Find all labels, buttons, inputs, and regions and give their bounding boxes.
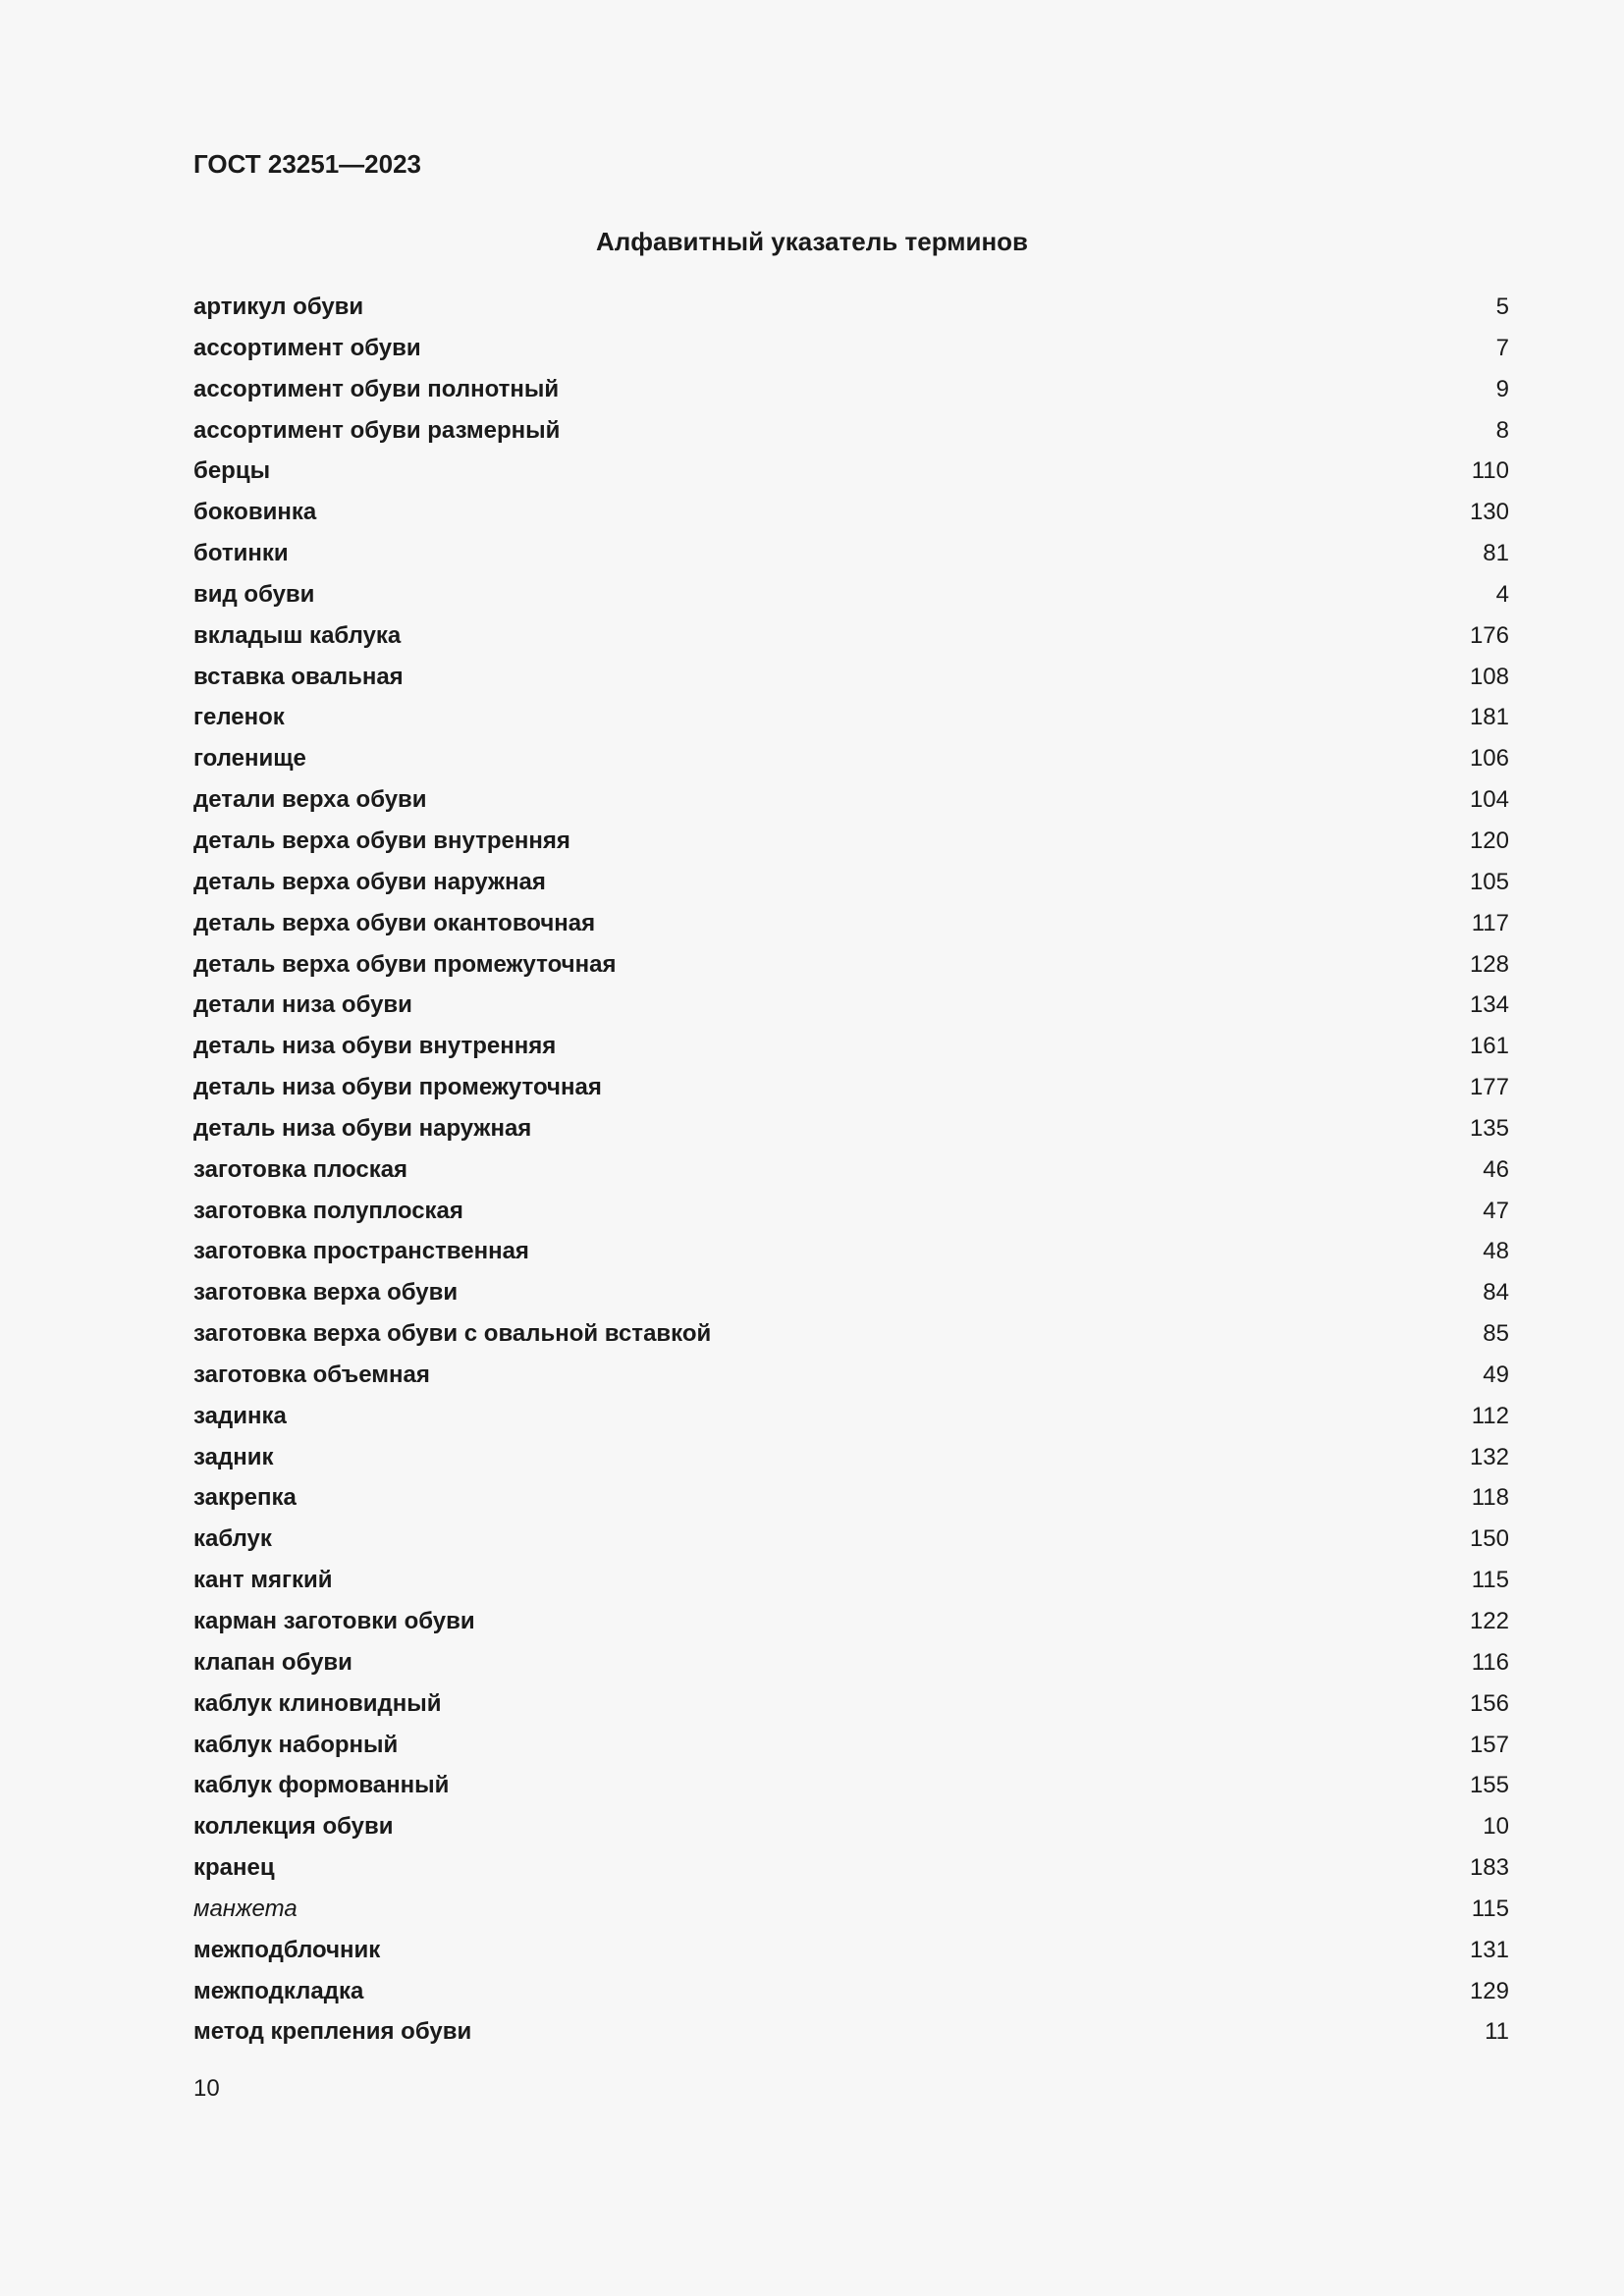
- index-term: межподблочник: [193, 1936, 381, 1963]
- index-page-ref: 5: [1495, 294, 1509, 320]
- index-term: метод крепления обуви: [193, 2018, 472, 2046]
- index-entry: [193, 619, 1509, 661]
- index-entry: [193, 1729, 1509, 1770]
- index-term: деталь верха обуви окантовочная: [193, 909, 596, 936]
- index-entry: [193, 1400, 1509, 1441]
- index-page-ref: 129: [1469, 1977, 1509, 2004]
- index-page-ref: 131: [1469, 1936, 1509, 1963]
- index-term: ассортимент обуви размерный: [193, 416, 561, 444]
- index-entry: [193, 578, 1509, 619]
- index-page-ref: 134: [1469, 991, 1509, 1019]
- index-page-ref: 177: [1469, 1074, 1509, 1101]
- index-entry: [193, 454, 1509, 496]
- index-term: детали низа обуви: [193, 991, 412, 1019]
- page-number: 10: [193, 2075, 220, 2102]
- index-page-ref: 46: [1483, 1155, 1509, 1183]
- index-entry: [193, 866, 1509, 907]
- index-term: деталь низа обуви внутренняя: [193, 1033, 557, 1060]
- index-page-ref: 157: [1469, 1731, 1509, 1758]
- index-term: деталь верха обуви внутренняя: [193, 827, 570, 854]
- index-term: кранец: [193, 1854, 275, 1882]
- index-term: заготовка верха обуви с овальной вставкой: [193, 1320, 712, 1348]
- index-entry: [193, 1153, 1509, 1195]
- index-entry: [193, 537, 1509, 578]
- index-entry: [193, 1235, 1509, 1276]
- index-entry: [193, 1605, 1509, 1646]
- index-entry: [193, 1851, 1509, 1893]
- index-page-ref: 122: [1469, 1608, 1509, 1634]
- index-entry: [193, 1564, 1509, 1605]
- index-title: Алфавитный указатель терминов: [595, 227, 1029, 256]
- index-entry: [193, 2015, 1509, 2056]
- index-term: кант мягкий: [193, 1567, 333, 1594]
- index-page-ref: 85: [1483, 1320, 1509, 1348]
- index-entry: [193, 291, 1509, 332]
- index-term: манжета: [193, 1895, 298, 1922]
- index-page-ref: 128: [1469, 950, 1509, 978]
- index-page-ref: 81: [1483, 540, 1509, 567]
- index-term: каблук формованный: [193, 1772, 450, 1799]
- index-term: голенище: [193, 745, 306, 773]
- index-page-ref: 155: [1469, 1772, 1509, 1799]
- index-entry: [193, 1317, 1509, 1359]
- index-entry: [193, 1195, 1509, 1236]
- index-term: боковинка: [193, 499, 317, 526]
- index-term: ботинки: [193, 540, 289, 567]
- term-index-list: [193, 291, 1509, 2056]
- index-page-ref: 176: [1469, 621, 1509, 649]
- index-entry: [193, 373, 1509, 414]
- index-entry: [193, 332, 1509, 373]
- index-term: деталь низа обуви наружная: [193, 1114, 532, 1142]
- index-page-ref: 84: [1483, 1279, 1509, 1307]
- index-term: каблук: [193, 1525, 272, 1553]
- index-term: детали верха обуви: [193, 786, 427, 814]
- index-entry: [193, 1893, 1509, 1934]
- index-term: вид обуви: [193, 580, 315, 608]
- index-term: каблук наборный: [193, 1731, 399, 1758]
- index-term: клапан обуви: [193, 1648, 352, 1676]
- index-page-ref: 135: [1469, 1114, 1509, 1142]
- index-page-ref: 117: [1471, 909, 1509, 936]
- index-page-ref: 9: [1495, 375, 1509, 402]
- index-term: каблук клиновидный: [193, 1689, 442, 1717]
- index-page-ref: 110: [1471, 457, 1509, 485]
- index-page-ref: 112: [1471, 1402, 1509, 1429]
- index-entry: [193, 701, 1509, 742]
- index-term: заготовка верха обуви: [193, 1279, 459, 1307]
- index-term: вкладыш каблука: [193, 621, 402, 649]
- index-term: коллекция обуви: [193, 1813, 394, 1841]
- index-term: деталь верха обуви наружная: [193, 868, 546, 895]
- index-term: закрепка: [193, 1484, 297, 1512]
- index-term: заготовка плоская: [193, 1155, 408, 1183]
- index-entry: [193, 742, 1509, 783]
- index-page-ref: 183: [1469, 1854, 1509, 1882]
- index-entry: [193, 1687, 1509, 1729]
- index-page-ref: 10: [1483, 1813, 1509, 1841]
- index-entry: [193, 1646, 1509, 1687]
- index-term: карман заготовки обуви: [193, 1608, 475, 1634]
- index-entry: [193, 783, 1509, 825]
- index-page-ref: 181: [1469, 704, 1509, 731]
- index-page-ref: 115: [1471, 1567, 1509, 1594]
- index-entry: [193, 825, 1509, 866]
- index-page-ref: 11: [1485, 2018, 1509, 2046]
- index-entry: [193, 1276, 1509, 1317]
- index-term: ассортимент обуви: [193, 334, 421, 361]
- index-term: артикул обуви: [193, 294, 364, 320]
- index-page-ref: 118: [1471, 1484, 1509, 1512]
- index-term: задинка: [193, 1402, 287, 1429]
- index-page-ref: 115: [1471, 1895, 1509, 1922]
- index-term: ассортимент обуви полнотный: [193, 375, 560, 402]
- index-page-ref: 116: [1471, 1648, 1509, 1676]
- index-entry: [193, 988, 1509, 1030]
- index-entry: [193, 661, 1509, 702]
- index-term: деталь верха обуви промежуточная: [193, 950, 617, 978]
- index-page-ref: 105: [1469, 868, 1509, 895]
- index-entry: [193, 1769, 1509, 1810]
- index-page-ref: 8: [1495, 416, 1509, 444]
- index-page-ref: 49: [1483, 1361, 1509, 1388]
- index-page-ref: 161: [1469, 1033, 1509, 1060]
- index-page-ref: 106: [1469, 745, 1509, 773]
- index-page-ref: 130: [1469, 499, 1509, 526]
- index-entry: [193, 907, 1509, 948]
- index-entry: [193, 1522, 1509, 1564]
- index-entry: [193, 1481, 1509, 1522]
- index-entry: [193, 1441, 1509, 1482]
- document-code: ГОСТ 23251—2023: [193, 149, 421, 179]
- index-term: заготовка объемная: [193, 1361, 430, 1388]
- index-page-ref: 7: [1495, 334, 1509, 361]
- index-page-ref: 47: [1483, 1197, 1509, 1224]
- index-term: заготовка полуплоская: [193, 1197, 463, 1224]
- index-page-ref: 120: [1469, 827, 1509, 854]
- index-entry: [193, 948, 1509, 989]
- index-entry: [193, 1030, 1509, 1071]
- index-term: вставка овальная: [193, 663, 404, 690]
- index-term: берцы: [193, 457, 271, 485]
- index-page-ref: 48: [1483, 1238, 1509, 1265]
- index-term: геленок: [193, 704, 285, 731]
- index-entry: [193, 1934, 1509, 1975]
- index-page-ref: 132: [1469, 1443, 1509, 1470]
- index-entry: [193, 496, 1509, 537]
- index-entry: [193, 1975, 1509, 2016]
- index-entry: [193, 1810, 1509, 1851]
- index-term: деталь низа обуви промежуточная: [193, 1074, 602, 1101]
- index-entry: [193, 414, 1509, 455]
- index-page-ref: 150: [1469, 1525, 1509, 1553]
- index-term: заготовка пространственная: [193, 1238, 529, 1265]
- index-page-ref: 156: [1469, 1689, 1509, 1717]
- index-page-ref: 104: [1469, 786, 1509, 814]
- index-entry: [193, 1071, 1509, 1112]
- index-entry: [193, 1112, 1509, 1153]
- index-page-ref: 108: [1469, 663, 1509, 690]
- index-term: задник: [193, 1443, 274, 1470]
- index-term: межподкладка: [193, 1977, 364, 2004]
- index-entry: [193, 1359, 1509, 1400]
- index-page-ref: 4: [1495, 580, 1509, 608]
